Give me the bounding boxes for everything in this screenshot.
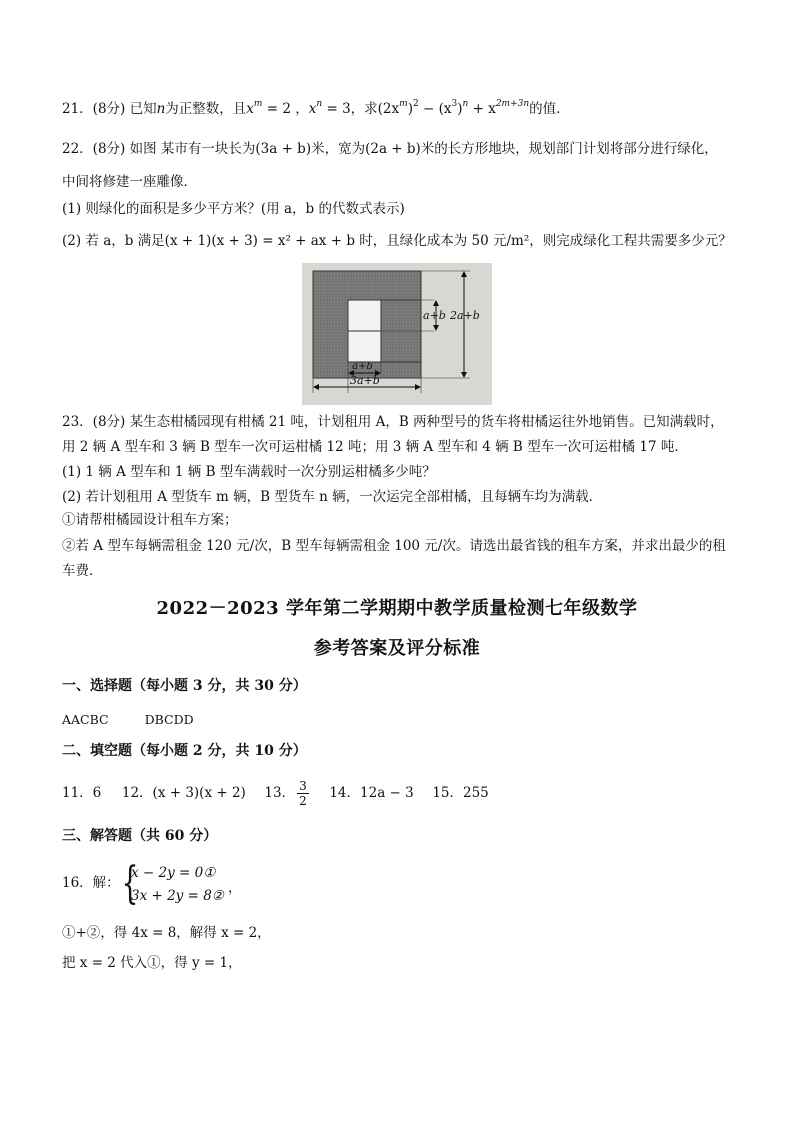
q21-eq3: = 3，求 — [322, 101, 378, 117]
q21-expr5: + x — [468, 101, 496, 117]
answer-11: 11．6 — [62, 785, 102, 801]
section3-heading: 三、解答题（共 60 分） — [62, 828, 218, 844]
question-23-c2b: 车费． — [62, 563, 103, 579]
system-brace: { — [121, 858, 139, 909]
q21-tail: 的值． — [529, 101, 570, 117]
answer-15: 15．255 — [432, 785, 489, 801]
q21-expr4: ) — [457, 101, 463, 117]
answer-13-label: 13． — [264, 785, 296, 801]
q21-exp-big: 2m+3n — [495, 99, 530, 109]
q21-text: 为正整数，且 — [165, 101, 247, 117]
question-23-sub2: (2) 若计划租用 A 型货车 m 辆，B 型货车 n 辆，一次运完全部柑橘，且每辆车均为满载． — [62, 489, 603, 505]
answers-1-5: AACBC — [62, 712, 109, 727]
answer-subtitle: 参考答案及评分标准 — [313, 638, 481, 659]
question-22-line1: 22．(8分) 如图 某市有一块长为(3a + b)米，宽为(2a + b)米的长方形地块，规划部门计划将部分进行绿化， — [62, 141, 718, 157]
label-2a-plus-b: 2a+b — [450, 309, 480, 322]
q21-square: 2 — [412, 99, 419, 109]
question-23-line1: 23．(8分) 某生态柑橘园现有柑橘 21 吨，计划租用 A，B 两种型号的货车将柑橘运往外地销售。已知满载时， — [62, 414, 724, 430]
answer-13-fraction — [297, 779, 309, 808]
land-diagram-svg — [302, 263, 492, 405]
section1-heading: 一、选择题（每小题 3 分，共 30 分） — [62, 678, 307, 694]
section1-answers — [62, 710, 194, 730]
fraction-denominator: 2 — [299, 794, 307, 808]
q21-expr2: ) — [407, 101, 413, 117]
q16-equation-2: 3x + 2y = 8② — [131, 888, 224, 904]
q21-exp-n: n — [316, 99, 323, 109]
question-23-c1: ①请帮柑橘园设计租车方案； — [62, 512, 238, 528]
question-22-sub2: (2) 若 a，b 满足(x + 1)(x + 3) = x² + ax + b 时，且绿化成本为 50 元/m²，则完成绿化工程共需要多少元？ — [62, 233, 732, 249]
question-22-line2: 中间将修建一座雕像． — [62, 174, 197, 190]
statue-square-lower — [348, 331, 381, 362]
statue-square — [348, 300, 381, 331]
q16-comma: ， — [228, 880, 242, 896]
q21-var-n: n — [156, 101, 166, 117]
q21-exp-m: m — [253, 99, 263, 109]
question-23-c2: ②若 A 型车每辆需租金 120 元/次，B 型车每辆需租金 100 元/次。请选出最省钱的租车方案，并求出最少的租 — [62, 538, 726, 554]
question-23-sub1: (1) 1 辆 A 型车和 1 辆 B 型车满载时一次分别运柑橘多少吨？ — [62, 464, 436, 480]
label-a-plus-b-vertical: a+b — [423, 309, 446, 322]
q16-equation-1: x − 2y = 0① — [131, 865, 216, 881]
answer-title: 2022－2023 学年第二学期期中教学质量检测七年级数学 — [156, 598, 638, 619]
answers-6-10: DBCDD — [144, 712, 194, 727]
q21-cube: 3 — [451, 99, 458, 109]
question-22-sub1: (1) 则绿化的面积是多少平方米？(用 a，b 的代数式表示) — [62, 201, 405, 217]
q21-expr3: − (x — [418, 101, 452, 117]
fraction-numerator: 3 — [299, 779, 307, 793]
q16-step-2: 把 x = 2 代入①，得 y = 1， — [62, 955, 242, 971]
q21-expr: (2x — [377, 101, 400, 117]
answer-14: 14．12a − 3 — [329, 785, 414, 801]
question-23-line2: 用 2 辆 A 型车和 3 辆 B 型车一次可运柑橘 12 吨；用 3 辆 A 型车和 4 辆 B 型车一次可运柑橘 17 吨． — [62, 439, 688, 455]
label-3a-plus-b: 3a+b — [350, 374, 380, 387]
label-a-plus-b-horizontal: a+b — [352, 361, 373, 372]
question-21 — [62, 99, 570, 119]
answer-12: 12．(x + 3)(x + 2) — [121, 785, 246, 801]
q21-prefix: 21．(8分) 已知 — [62, 101, 157, 117]
section2-heading: 二、填空题（每小题 2 分，共 10 分） — [62, 743, 307, 759]
q21-expr-n: n — [462, 99, 469, 109]
q21-x2: x — [308, 101, 317, 117]
q21-x: x — [246, 101, 254, 117]
q16-step-1: ①+②，得 4x = 8，解得 x = 2， — [62, 925, 271, 941]
land-diagram — [302, 263, 492, 405]
q16-label: 16．解： — [62, 875, 120, 891]
q21-expr-m: m — [399, 99, 408, 109]
q21-eq2: = 2 ， — [262, 101, 309, 117]
section2-answers — [62, 776, 489, 810]
